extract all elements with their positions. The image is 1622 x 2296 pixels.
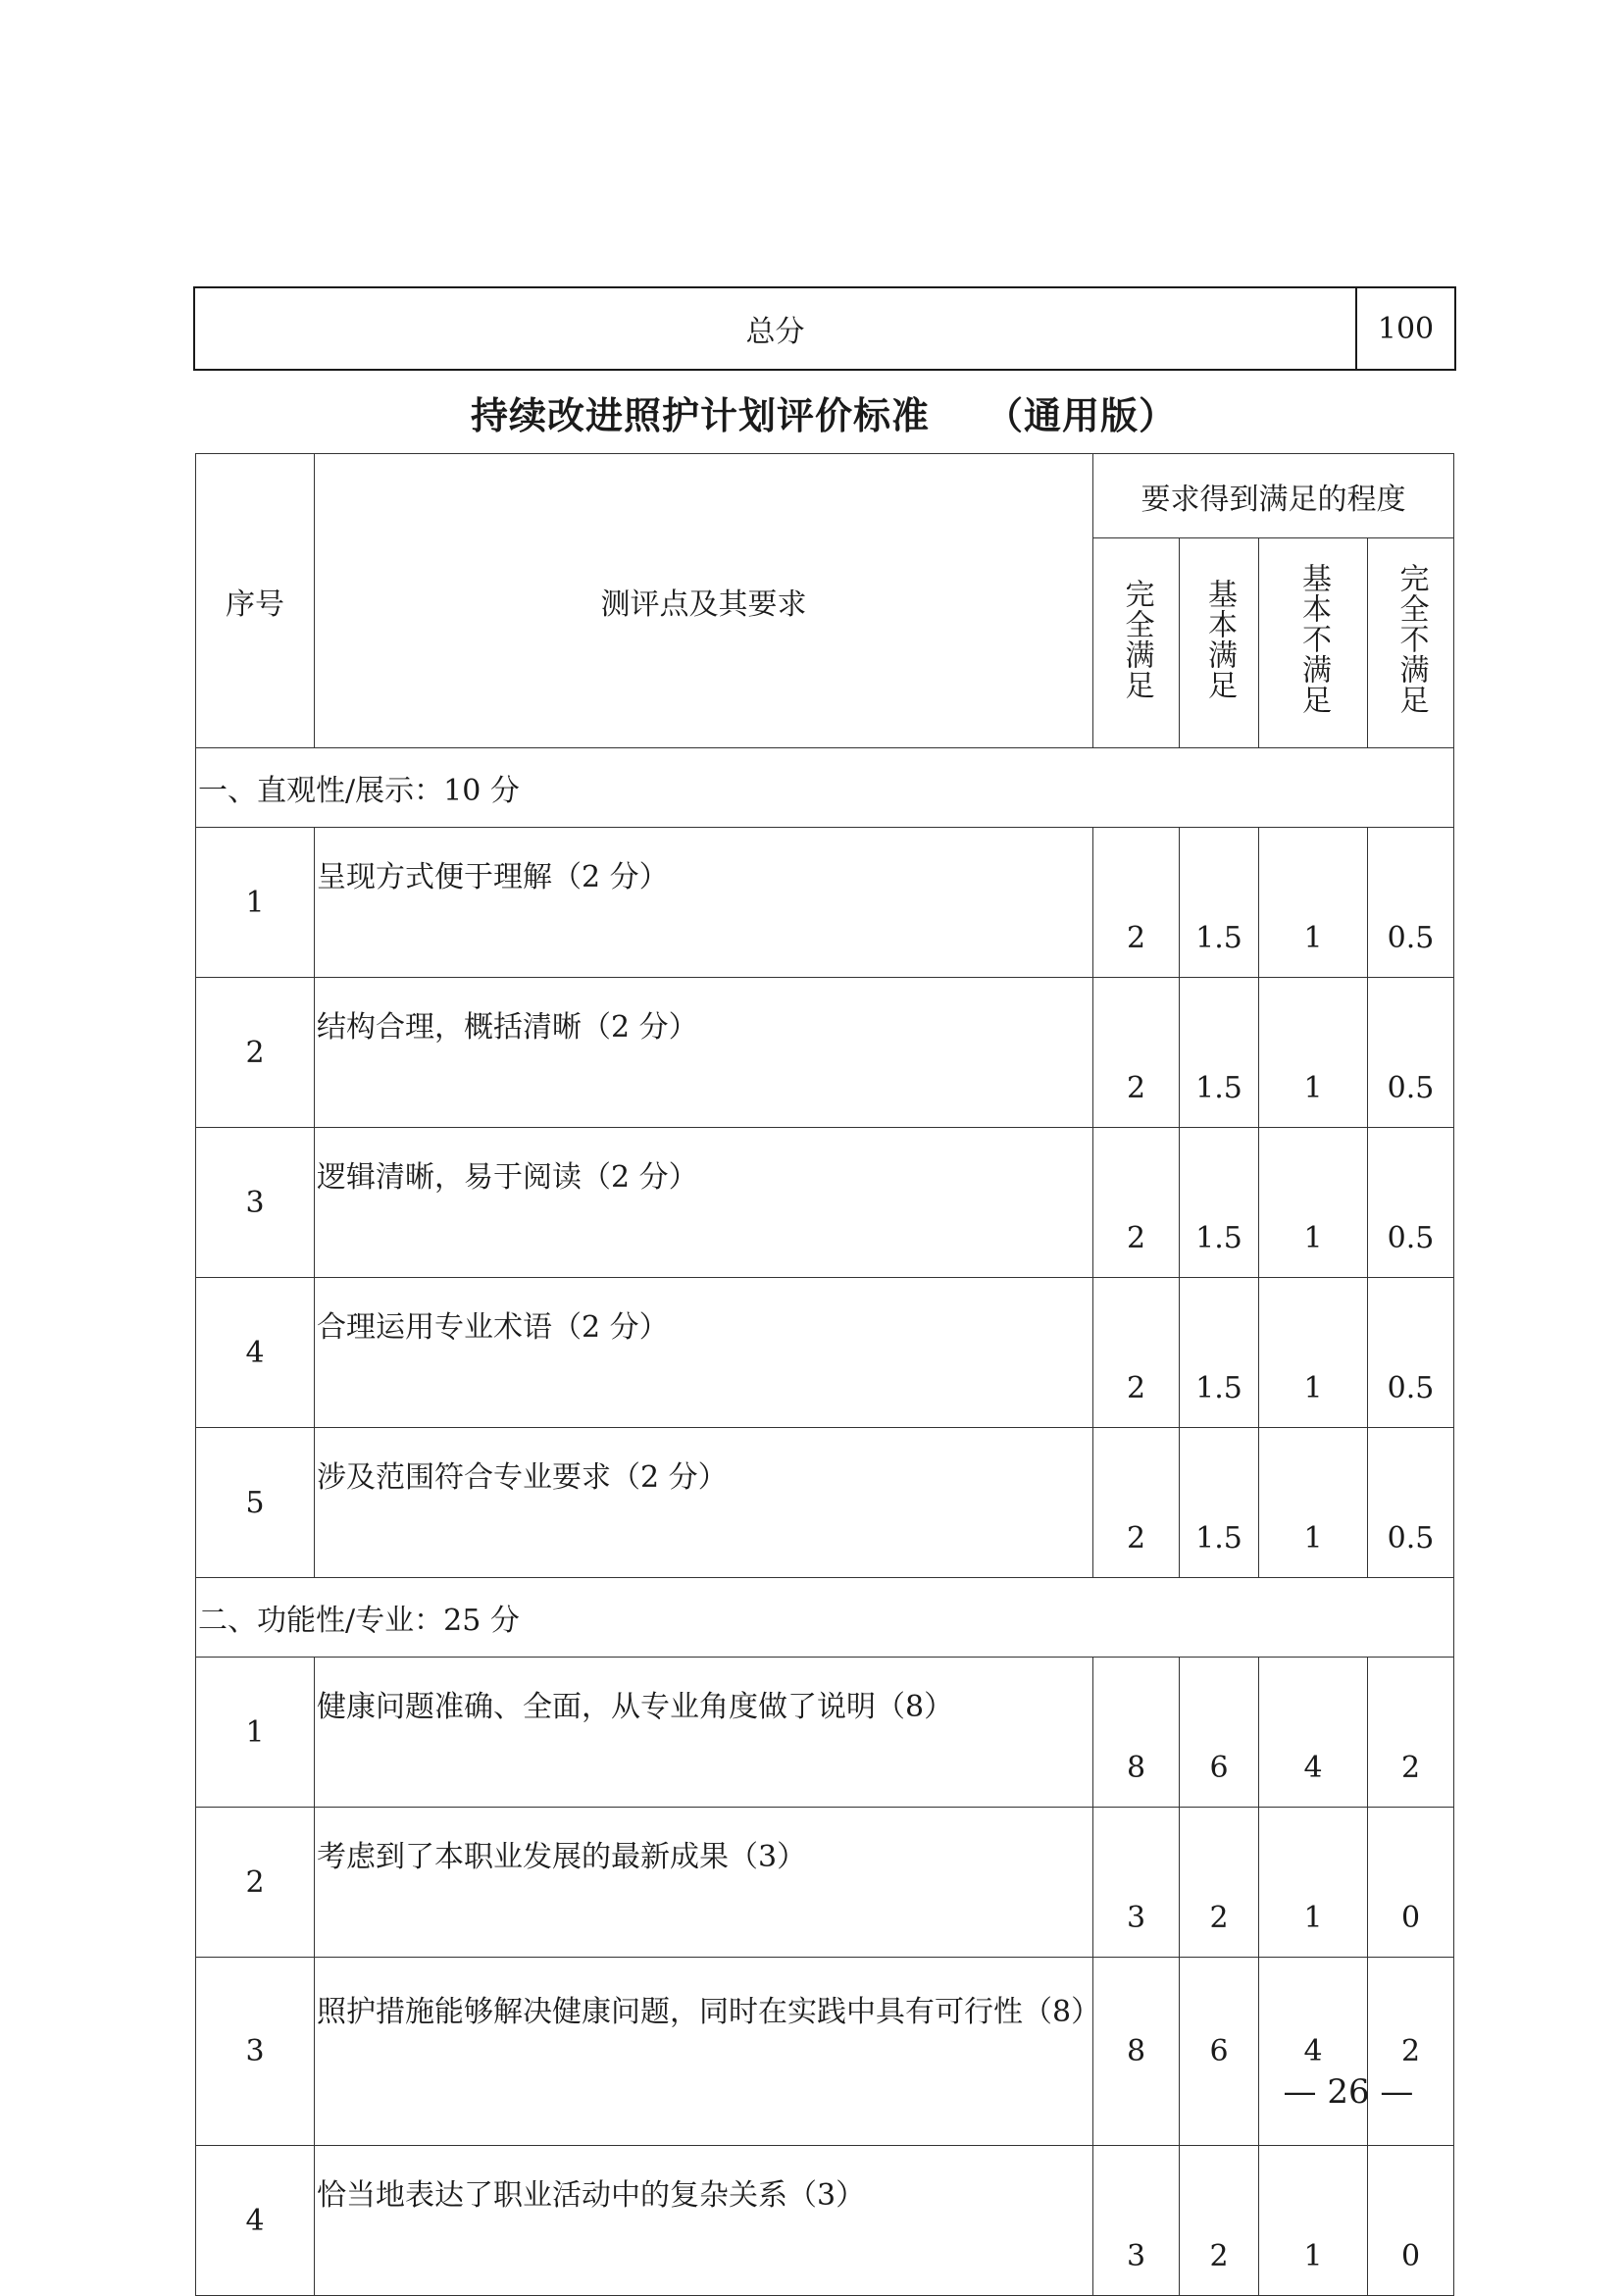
score-fully-met: 2 [1093,978,1180,1128]
item-text: 恰当地表达了职业活动中的复杂关系（3） [315,2146,1093,2296]
score-fully-met: 2 [1093,1428,1180,1578]
score-mostly-unmet: 1 [1259,978,1368,1128]
score-fully-met: 3 [1093,1808,1180,1958]
score-mostly-met: 1.5 [1180,1278,1259,1428]
score-fully-met: 8 [1093,1658,1180,1808]
item-text: 考虑到了本职业发展的最新成果（3） [315,1808,1093,1958]
total-score-table [193,286,1456,371]
score-fully-met: 3 [1093,2146,1180,2296]
header-row-top [196,454,1454,538]
header-level-cell [1180,538,1259,748]
score-mostly-met: 1.5 [1180,828,1259,978]
section-row [196,1578,1454,1658]
item-seq: 1 [196,1658,315,1808]
item-text: 呈现方式便于理解（2 分） [315,828,1093,978]
table-row [196,1958,1454,2146]
score-mostly-met: 1.5 [1180,1128,1259,1278]
item-text: 合理运用专业术语（2 分） [315,1278,1093,1428]
score-mostly-met: 6 [1180,1658,1259,1808]
score-mostly-unmet: 4 [1259,1658,1368,1808]
item-seq: 3 [196,1958,315,2146]
section-row [196,748,1454,828]
item-seq: 4 [196,1278,315,1428]
section-title: 一、直观性/展示：10 分 [196,748,1454,828]
document-title: 持续改进照护计划评价标准 （通用版） [471,394,1177,437]
total-score-value: 100 [1356,287,1455,370]
item-text: 逻辑清晰，易于阅读（2 分） [315,1128,1093,1278]
header-level-mostly-unmet: 基本不满足 [1296,563,1331,715]
score-fully-unmet: 0.5 [1368,828,1454,978]
header-level-cell [1093,538,1180,748]
header-level-cell [1259,538,1368,748]
score-fully-met: 2 [1093,1128,1180,1278]
evaluation-table [195,453,1454,2296]
score-mostly-met: 2 [1180,2146,1259,2296]
table-row [196,1128,1454,1278]
header-seq: 序号 [196,454,315,748]
score-mostly-unmet: 1 [1259,1128,1368,1278]
item-seq: 2 [196,978,315,1128]
score-fully-unmet: 0.5 [1368,1128,1454,1278]
header-level-cell [1368,538,1454,748]
item-text: 涉及范围符合专业要求（2 分） [315,1428,1093,1578]
score-fully-unmet: 0 [1368,2146,1454,2296]
table-row [196,1278,1454,1428]
item-seq: 5 [196,1428,315,1578]
table-row [196,828,1454,978]
header-requirement-group: 要求得到满足的程度 [1093,454,1454,538]
score-mostly-unmet: 1 [1259,1808,1368,1958]
total-score-label: 总分 [194,287,1356,370]
score-mostly-unmet: 1 [1259,1428,1368,1578]
item-text: 照护措施能够解决健康问题，同时在实践中具有可行性（8） [315,1958,1093,2146]
score-mostly-met: 1.5 [1180,978,1259,1128]
table-row [196,978,1454,1128]
item-seq: 4 [196,2146,315,2296]
item-seq: 2 [196,1808,315,1958]
score-fully-unmet: 2 [1368,1658,1454,1808]
score-mostly-met: 6 [1180,1958,1259,2146]
table-row [196,1808,1454,1958]
item-seq: 3 [196,1128,315,1278]
score-mostly-met: 1.5 [1180,1428,1259,1578]
section-title: 二、功能性/专业：25 分 [196,1578,1454,1658]
table-row [196,1658,1454,1808]
header-level-mostly-met: 基本满足 [1202,578,1237,700]
score-fully-met: 8 [1093,1958,1180,2146]
score-mostly-unmet: 4 [1259,1958,1368,2146]
score-fully-unmet: 0.5 [1368,978,1454,1128]
header-criteria: 测评点及其要求 [315,454,1093,748]
score-mostly-met: 2 [1180,1808,1259,1958]
page-number: — 26 — [1283,2072,1414,2112]
score-fully-unmet: 0 [1368,1808,1454,1958]
score-mostly-unmet: 1 [1259,828,1368,978]
score-mostly-unmet: 1 [1259,2146,1368,2296]
item-text: 结构合理，概括清晰（2 分） [315,978,1093,1128]
header-level-fully-met: 完全满足 [1119,578,1154,700]
score-fully-unmet: 0.5 [1368,1278,1454,1428]
table-row [196,2146,1454,2296]
item-text: 健康问题准确、全面，从专业角度做了说明（8） [315,1658,1093,1808]
item-seq: 1 [196,828,315,978]
score-fully-met: 2 [1093,828,1180,978]
header-level-fully-unmet: 完全不满足 [1394,563,1429,715]
table-row [196,1428,1454,1578]
score-fully-unmet: 2 [1368,1958,1454,2146]
score-fully-met: 2 [1093,1278,1180,1428]
total-score-row [194,287,1455,370]
score-mostly-unmet: 1 [1259,1278,1368,1428]
score-fully-unmet: 0.5 [1368,1428,1454,1578]
